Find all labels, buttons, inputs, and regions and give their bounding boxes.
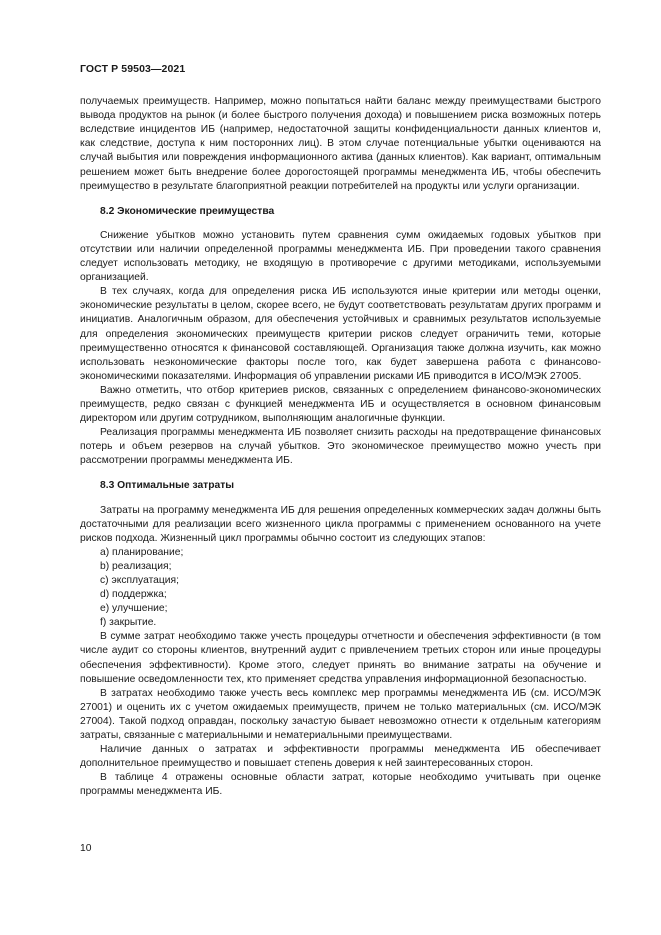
paragraph: Важно отметить, что отбор критериев рисков, связанных с определением финансово-экономических преимуществ, редко связан с функцией менеджмента ИБ и осуществляется в основном финансовым директором или другим сотрудником, выполняющим аналогичные функции. xyxy=(80,384,601,425)
document-header: ГОСТ Р 59503—2021 xyxy=(80,63,186,75)
paragraph: Затраты на программу менеджмента ИБ для решения определенных коммерческих задач должны быть достаточными для реализации всего жизненного цикла программы с применением основанного на учете рисков подхода. Жизненный цикл программы обычно состоит из следующих этапов: xyxy=(80,504,601,544)
paragraph: В сумме затрат необходимо также учесть процедуры отчетности и обеспечения эффективности (в том числе аудит со стороны клиентов, внутренний аудит с привлечением третьих сторон или иные процедуры обеспечения эффективности). Кроме этого, следует принять во внимание затраты на обучение и повышение осведомленности тех, кто применяет средства управления информационной безопасностью. xyxy=(80,631,601,685)
list-item: d) поддержка; xyxy=(100,589,167,601)
list-item: b) реализация; xyxy=(100,560,172,572)
paragraph: В тех случаях, когда для определения риска ИБ используются иные критерии или методы оценки, экономические результаты в целом, скорее всего, не будут соответствовать результатам других программ и инициатив. Аналогичным образом, для обеспечения устойчивых и сравнимых результатов используемые для определения экономических преимуществ критерии рисков следует ограничить теми, которые преимущественно относятся к финансовой составляющей. Организация также должна изучить, как можно использовать неэкономические факторы после того, как будет завершена работа с финансово-экономическими показателями. Информация об управлении рисками ИБ приводится в ИСО/МЭК 27005. xyxy=(80,286,601,382)
section-heading-8-3: 8.3 Оптимальные затраты xyxy=(100,480,235,492)
intro-paragraph: получаемых преимуществ. Например, можно попытаться найти баланс между преимуществами быстрого вывода продуктов на рынок (и более быстрого получения дохода) и повышением риска возможных потерь вследствие инцидентов ИБ (например, недостаточной защиты конфиденциальности данных клиентов и, как следствие, доступа к ним посторонних лиц). В этом случае потенциальные убытки оцениваются на случай выбытия или повреждения информационного актива (данных клиентов). Как вариант, оптимальным решением может быть внедрение более дорогостоящей программы менеджмента ИБ, чтобы обеспечить преимущество в результате благоприятной реакции потребителей на продукты или услуги организации. xyxy=(80,96,601,192)
list-item: a) планирование; xyxy=(100,546,184,558)
paragraph: Снижение убытков можно установить путем сравнения сумм ожидаемых годовых убытков при отсутствии или наличии определенной программы менеджмента ИБ. При проведении такого сравнения следует использовать методику, не входящую в противоречие с другими методиками, используемыми организацией. xyxy=(80,229,601,284)
list-item: f) закрытие. xyxy=(100,617,157,629)
page-number: 10 xyxy=(80,843,92,854)
paragraph: В затратах необходимо также учесть весь комплекс мер программы менеджмента ИБ (см. ИСО/МЭК 27001) и оценить их с учетом ожидаемых преимуществ, причем не только материальных (см. ИСО/МЭК 27004). Такой подход оправдан, поскольку зачастую бывает невозможно отнести к отдельным категориям затраты, связанные с материальными и нематериальными преимуществами. xyxy=(80,687,601,742)
lifecycle-stages-list xyxy=(80,546,601,631)
paragraph: Реализация программы менеджмента ИБ позволяет снизить расходы на предотвращение финансовых потерь и объем резервов на случай убытков. Это экономическое преимущество можно учесть при рассмотрении программы менеджмента ИБ. xyxy=(80,427,601,467)
list-item: c) эксплуатация; xyxy=(100,575,179,586)
paragraph: Наличие данных о затратах и эффективности программы менеджмента ИБ обеспечивает дополнительное преимущество и повышает степень доверия к ней заинтересованных сторон. xyxy=(80,744,601,770)
list-item: e) улучшение; xyxy=(100,603,168,615)
section-heading-8-2: 8.2 Экономические преимущества xyxy=(100,205,275,217)
paragraph: В таблице 4 отражены основные области затрат, которые необходимо учитывать при оценке программы менеджмента ИБ. xyxy=(80,772,601,798)
